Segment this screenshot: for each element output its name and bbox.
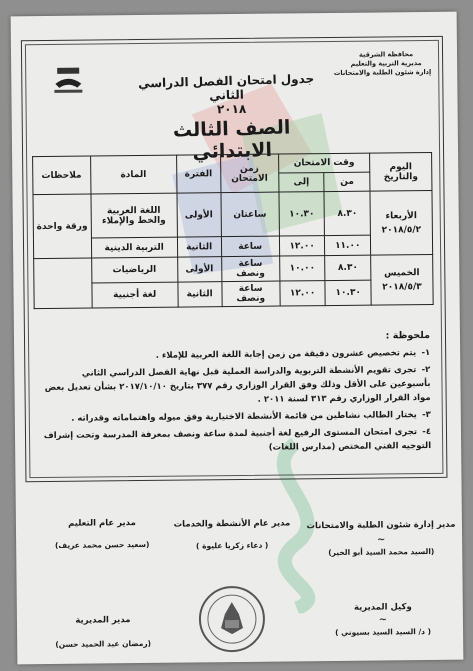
grade-title: الصف الثالث الابتدائي bbox=[172, 116, 291, 164]
period-cell: الثانية bbox=[178, 282, 222, 307]
signature-name: (السيد محمد السيد أبو الخير) bbox=[328, 546, 435, 558]
signature-name: (رمضان عبد الحميد حسن) bbox=[55, 638, 152, 649]
government-header bbox=[333, 50, 432, 78]
signature-name: ( د/ السيد السيد بسيوني ) bbox=[335, 626, 432, 637]
period-cell: الأولى bbox=[177, 193, 221, 237]
note-cell: ورقة واحدة bbox=[33, 194, 91, 259]
to-cell: ١٠.٠٠ bbox=[279, 256, 325, 281]
from-cell: ٨.٣٠ bbox=[325, 255, 371, 280]
column-header-subject: المادة bbox=[90, 155, 177, 194]
note-number: ١- bbox=[421, 347, 431, 359]
note-cell bbox=[34, 258, 92, 309]
duration-cell: ساعة bbox=[221, 236, 279, 257]
duration-cell: ساعة ونصف bbox=[221, 256, 279, 282]
page-title: جدول امتحان الفصل الدراسي الثاني bbox=[137, 71, 315, 103]
official-seal-icon bbox=[197, 584, 268, 655]
signature-block bbox=[43, 615, 163, 649]
document-page bbox=[11, 12, 464, 665]
signature-block bbox=[42, 518, 162, 550]
note-item bbox=[41, 425, 431, 457]
period-cell: الثانية bbox=[177, 237, 221, 257]
day-name: الخميس bbox=[384, 267, 420, 278]
day-name: الأربعاء bbox=[385, 210, 417, 221]
column-header-notes: ملاحظات bbox=[33, 156, 91, 195]
day-date: ٢٠١٨/٥/٣ bbox=[382, 281, 422, 292]
to-cell: ١٢.٠٠ bbox=[279, 236, 325, 256]
subject-cell: لغة أجنبية bbox=[91, 282, 177, 308]
gov-line: محافظة الشرقية bbox=[358, 50, 414, 59]
note-text: تجرى امتحان المستوى الرفيع لغة أجنبية لمدة ساعة ونصف بمعرفة المدرسة وتحت إشراف التوجيه الفني المختص (مدارس اللغات) bbox=[43, 427, 432, 453]
day-date: ٢٠١٨/٥/٢ bbox=[381, 224, 422, 235]
table-row bbox=[34, 254, 433, 283]
note-item bbox=[40, 346, 430, 364]
note-text: يختار الطالب نشاطين من قائمة الأنشطة الاختيارية وفق ميوله واهتماماته وقدراته . bbox=[71, 410, 417, 424]
from-cell: ١٠.٣٠ bbox=[325, 280, 371, 305]
table-row bbox=[33, 190, 432, 238]
from-cell: ١١.٠٠ bbox=[325, 235, 371, 255]
gov-line: مديرية التربية والتعليم bbox=[350, 59, 422, 68]
signature-title: مدير عام التعليم bbox=[67, 518, 136, 529]
notes-list bbox=[40, 346, 431, 460]
signature-title: وكيل المديرية bbox=[353, 602, 412, 613]
note-number: ٢- bbox=[421, 364, 431, 376]
handwritten-signature: ~ bbox=[378, 614, 388, 626]
signature-name: (سعيد حسن محمد عريف) bbox=[54, 539, 150, 550]
exam-schedule-table bbox=[32, 152, 434, 309]
from-cell: ٨.٣٠ bbox=[324, 191, 370, 235]
note-number: ٣- bbox=[422, 409, 431, 421]
note-text: تجرى تقويم الأنشطة التربوية والدراسة العملية قبل نهاية الفصل الدراسي الثاني بأسبوعين على الأقل وذلك وفق القرار الوزاري رقم ٣٧٧ بتاريخ ٢٠١٧/١٠/١٠ بشأن تعديل بعض مواد القرار الوزاري رقم ٣١٣ لسنة ٢٠١١ . bbox=[44, 365, 431, 405]
column-header-to: إلى bbox=[279, 173, 325, 192]
ministry-logo-icon bbox=[51, 66, 85, 96]
signature-name: ( دعاء زكريا عليوة ) bbox=[195, 540, 269, 551]
signature-title: مدير عام الأنشطة والخدمات bbox=[173, 518, 291, 530]
gov-line: إدارة شئون الطلبة والامتحانات bbox=[333, 67, 432, 77]
column-header-from: من bbox=[324, 172, 370, 191]
column-header-day: اليوم والتاريخ bbox=[370, 152, 432, 191]
note-item bbox=[41, 408, 431, 426]
signature-title: مدير المديرية bbox=[75, 615, 131, 626]
day-cell bbox=[371, 254, 434, 305]
signature-title: مدير إدارة شئون الطلبة والامتحانات bbox=[306, 519, 456, 532]
table-header-row bbox=[33, 152, 432, 175]
day-cell bbox=[370, 190, 433, 255]
year-label: ٢٠١٨ bbox=[216, 101, 247, 117]
to-cell: ١٠.٣٠ bbox=[279, 192, 325, 236]
note-text: يتم تخصيص عشرون دقيقة من زمن إجابة اللغة العربية للإملاء . bbox=[155, 348, 417, 361]
note-item bbox=[40, 363, 430, 409]
period-cell: الأولى bbox=[177, 257, 221, 282]
signature-block bbox=[323, 602, 443, 637]
subject-cell: اللغة العربية والخط والإملاء bbox=[90, 193, 177, 238]
duration-cell: ساعتان bbox=[221, 192, 280, 237]
duration-cell: ساعة ونصف bbox=[221, 281, 279, 307]
subject-cell: الرياضيات bbox=[91, 257, 177, 283]
column-header-period: الفترة bbox=[176, 155, 220, 193]
column-header-duration: زمن الامتحان bbox=[220, 154, 279, 193]
handwritten-signature: ~ bbox=[376, 534, 386, 546]
signature-block bbox=[162, 518, 302, 550]
notes-heading: ملحوظة : bbox=[385, 329, 431, 342]
to-cell: ١٢.٠٠ bbox=[280, 281, 326, 306]
column-header-exam-time: وقت الامتحان bbox=[278, 153, 369, 173]
note-number: ٤- bbox=[422, 426, 432, 438]
signature-block bbox=[306, 520, 456, 558]
subject-cell: التربية الدينية bbox=[91, 237, 177, 258]
